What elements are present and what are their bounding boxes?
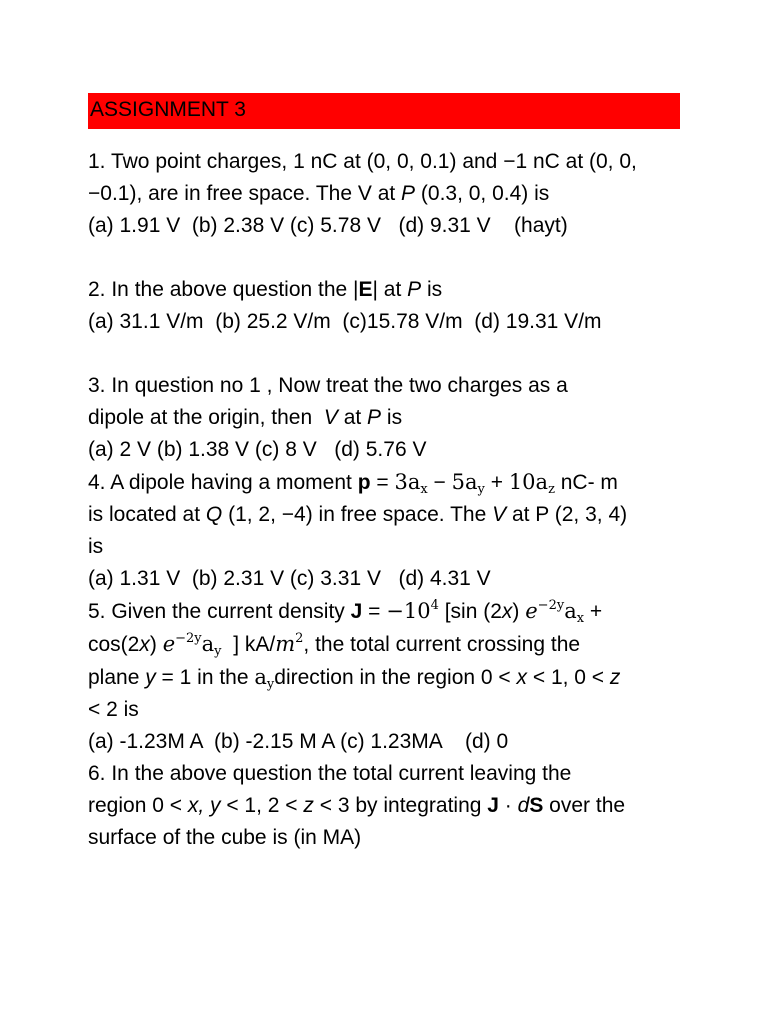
spacer bbox=[88, 242, 688, 274]
q1-line-2: −0.1), are in free space. The V at P (0.3, 0, 0.4) is bbox=[88, 182, 550, 205]
q4-options: (a) 1.31 V (b) 2.31 V (c) 3.31 V (d) 4.31 V bbox=[88, 567, 491, 590]
assignment-title: ASSIGNMENT 3 bbox=[90, 98, 246, 121]
q5-line-2: cos(2x) $e^{-2y}a_y$ ] $kA/m^2$, the total current crossing the bbox=[88, 631, 581, 659]
q5-line-3: plane y = 1 in the $a_ydirection$ in the region 0 < x < 1, 0 < z bbox=[88, 665, 621, 692]
q4-line-3: is bbox=[88, 535, 104, 558]
spacer bbox=[88, 338, 688, 370]
q4-line-1: 4. A dipole having a moment $p = 3a_x - 5a_y + 10a_z$ nC- m bbox=[88, 470, 618, 497]
q2-options: (a) 31.1 V/m (b) 25.2 V/m (c)15.78 V/m (d) 19.31 V/m bbox=[88, 310, 602, 333]
q6-line-2: region 0 < x, y < 1, 2 < z < 3 by integrating J · dS over the bbox=[88, 794, 626, 817]
assignment-title-bar bbox=[88, 93, 680, 129]
q6-line-3: surface of the cube is (in MA) bbox=[88, 826, 362, 849]
q5-options: (a) -1.23M A (b) -2.15 M A (c) 1.23MA (d) 0 bbox=[88, 730, 509, 753]
q3-line-2: dipole at the origin, then V at P is bbox=[88, 406, 403, 429]
q2-line-1: 2. In the above question the |E| at P is bbox=[88, 278, 443, 301]
q1-options: (a) 1.91 V (b) 2.38 V (c) 5.78 V (d) 9.31 V (hayt) bbox=[88, 214, 568, 237]
q3-line-1: 3. In question no 1 , Now treat the two charges as a bbox=[88, 374, 568, 397]
q3-options: (a) 2 V (b) 1.38 V (c) 8 V (d) 5.76 V bbox=[88, 438, 427, 461]
q5-line-4: < 2 is bbox=[88, 698, 139, 721]
q6-line-1: 6. In the above question the total current leaving the bbox=[88, 762, 572, 785]
q4-line-2: is located at Q (1, 2, −4) in free space. The V at P (2, 3, 4) bbox=[88, 503, 628, 526]
q5-line-1: 5. Given the current density $J = -10^4$ [sin (2x) $e^{-2y}a_x$ + bbox=[88, 598, 603, 626]
questions-body bbox=[88, 146, 688, 854]
q1-line-1: 1. Two point charges, 1 nC at (0, 0, 0.1) and −1 nC at (0, 0, bbox=[88, 150, 637, 173]
